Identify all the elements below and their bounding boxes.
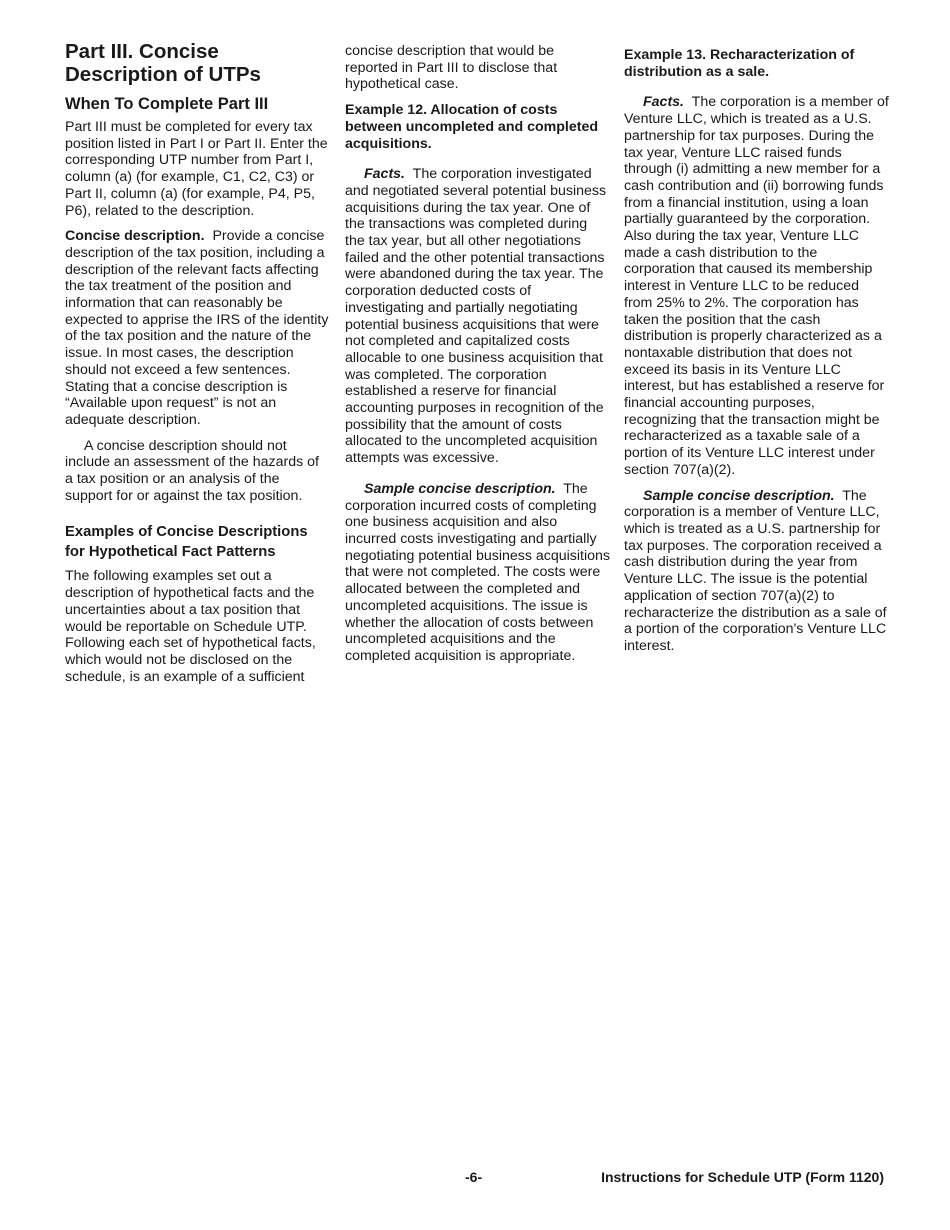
example-12-sample [345,481,610,665]
example-12-heading: Example 12. Allocation of costs between uncompleted and completed acquisitions. [345,102,599,152]
sample-label: Sample concise description. [643,487,835,504]
assessment-paragraph: A concise description should not include an assessment of the hazards of a tax position or an analysis of the support for or against the tax position. [65,437,319,504]
left-column [65,40,330,694]
concise-label: Concise description. [65,228,205,245]
when-paragraph: Part III must be completed for every tax position listed in Part I or Part II. Enter the corresponding UTP number from Part I, column (a) (for example, C1, C2, C3) or Part II, column (a) (for example, P4, P5, P6), related to the description. [65,119,328,219]
right-column [624,47,889,664]
facts-text: The corporation is a member of Venture LLC, which is treated as a U.S. partnership for tax purposes. During the tax year, Venture LLC raised funds through (i) admitting a new member for a cash contribution and (ii) borrowing funds from a financial institution, using a loan partially guaranteed by the corporation. Also during the tax year, Venture LLC made a cash distribution to the corporation that caused its membership interest in Venture LLC to be reduced from 25% to 2%. The corporation has taken the position that the cash distribution is properly characterized as a nontaxable distribution that does not exceed its basis in its Venture LLC interest, but has established a reserve for financial accounting purposes, recognizing that the transaction might be recharacterized as a taxable sale of a portion of its Venture LLC interest under section 707(a)(2). [624,94,889,478]
examples-paragraph: The following examples set out a description of hypothetical facts and the uncertainties about a tax position that would be reportable on Schedule UTP. Following each set of hypothetical facts, which would not be disclosed on the schedule, is an example of a sufficient [65,568,316,685]
when-heading: When To Complete Part III [65,95,269,113]
sample-label: Sample concise description. [364,480,556,497]
facts-label: Facts. [643,94,685,111]
document-title: Instructions for Schedule UTP (Form 1120) [601,1169,884,1185]
example-13-facts [624,94,889,478]
concise-paragraph [65,228,330,428]
example-13-heading: Example 13. Recharacterization of distribution as a sale. [624,47,855,80]
page-number: -6- [465,1169,483,1185]
facts-text: The corporation investigated and negotiated several potential business acquisitions during the tax year. One of the transactions was completed during the tax year, but all other negotiations failed and the other potential transactions were abandoned during the tax year. The corporation deducted costs of investigating and partially negotiating potential business acquisitions that were not completed and capitalized costs allocable to one business acquisition that was completed. The corporation established a reserve for financial accounting purposes in recognition of the possibility that the amount of costs allocated to the uncompleted acquisition attempts was excessive. [345,166,607,467]
sample-text: The corporation incurred costs of completing one business acquisition and also incurred costs investigating and partially negotiating potential business acquisitions that were not completed. The costs were allocated between the completed and uncompleted acquisitions. The issue is whether the allocation of costs between uncompleted acquisitions and the completed acquisition is appropriate. [345,480,611,664]
concise-text: Provide a concise description of the tax position, including a description of the relevant facts affecting the tax treatment of the position and information that can reasonably be expected to apprise the IRS of the identity of the tax position and the nature of the issue. In most cases, the description should not exceed a few sentences. Stating that a concise description is “Available upon request” is not an adequate description. [65,228,329,428]
middle-column [345,43,610,674]
continuation-paragraph: concise description that would be reported in Part III to disclose that hypothetical case. [345,43,558,93]
example-12-facts [345,166,610,467]
part-title: Part III. Concise Description of UTPs [65,40,261,86]
examples-heading: Examples of Concise Descriptions for Hypothetical Fact Patterns [65,524,308,561]
facts-label: Facts. [364,166,406,183]
sample-text: The corporation is a member of Venture LLC, which is treated as a U.S. partnership for tax purposes. The corporation received a cash distribution during the year from Venture LLC. The issue is the potential application of section 707(a)(2) to recharacterize the distribution as a sale of a portion of the corporation's Venture LLC interest. [624,487,887,654]
example-13-sample [624,488,889,655]
